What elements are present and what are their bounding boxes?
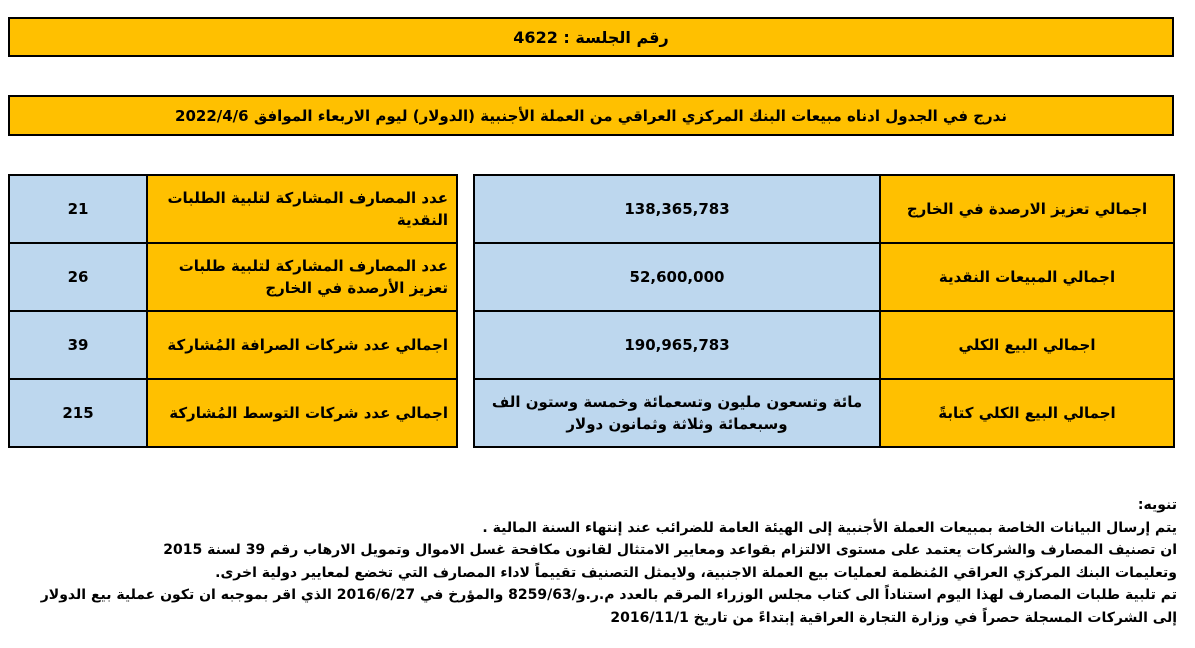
sales-value-written: مائة وتسعون مليون وتسعمائة وخمسة وستون الف وسبعمائة وثلاثة وثمانون دولار [474,379,880,447]
intro-banner [8,95,1174,136]
table-row [474,175,1174,243]
participants-value: 21 [9,175,147,243]
participants-value: 26 [9,243,147,311]
intro-text: ندرج في الجدول ادناه مبيعات البنك المركزي العراقي من العملة الأجنبية (الدولار) ليوم الاربعاء الموافق 2022/4/6 [175,106,1007,125]
participants-table [8,174,458,448]
participants-value: 215 [9,379,147,447]
participants-label: عدد المصارف المشاركة لتلبية طلبات تعزيز الأرصدة في الخارج [147,243,457,311]
table-row [474,379,1174,447]
table-row [474,243,1174,311]
notes-line: ان تصنيف المصارف والشركات يعتمد على مستوى الالتزام بقواعد ومعايير الامتثال لقانون مكافحة غسل الاموال وتمويل الارهاب رقم 39 لسنة 2015 [163,542,1177,558]
sales-value: 52,600,000 [474,243,880,311]
sales-value: 190,965,783 [474,311,880,379]
table-row [9,243,457,311]
notes-section [7,494,1177,629]
sales-label: اجمالي البيع الكلي [880,311,1174,379]
table-row [9,379,457,447]
session-number-text: رقم الجلسة : 4622 [513,27,669,47]
sales-label: اجمالي البيع الكلي كتابةً [880,379,1174,447]
participants-label: اجمالي عدد شركات التوسط المُشاركة [147,379,457,447]
sales-value: 138,365,783 [474,175,880,243]
table-row [9,311,457,379]
session-number-banner [8,17,1174,57]
notes-title: تنويه: [1137,497,1177,513]
notes-line: وتعليمات البنك المركزي العراقي المُنظمة لعمليات بيع العملة الاجنبية، ولايمثل التصنيف تقييماً لاداء المصارف التي تخضع لمعايير دولية اخرى. [215,564,1177,581]
notes-line: يتم إرسال البيانات الخاصة بمبيعات العملة الأجنبية إلى الهيئة العامة للضرائب عند إنتهاء السنة المالية . [482,519,1177,536]
notes-line: إلى الشركات المسجلة حصراً في وزارة التجارة العراقية إبتداءً من تاريخ 2016/11/1 [610,609,1177,626]
participants-value: 39 [9,311,147,379]
sales-label: اجمالي المبيعات النقدية [880,243,1174,311]
participants-label: عدد المصارف المشاركة لتلبية الطلبات النقدية [147,175,457,243]
table-row [9,175,457,243]
participants-label: اجمالي عدد شركات الصرافة المُشاركة [147,311,457,379]
sales-label: اجمالي تعزيز الارصدة في الخارج [880,175,1174,243]
table-row [474,311,1174,379]
notes-line: تم تلبية طلبات المصارف لهذا اليوم استناداً الى كتاب مجلس الوزراء المرقم بالعدد م.ر.و/8259/63 والمؤرخ في 2016/6/27 الذي اقر بموجبه ان تكون عملية بيع الدولار [40,587,1177,603]
sales-table [473,174,1175,448]
